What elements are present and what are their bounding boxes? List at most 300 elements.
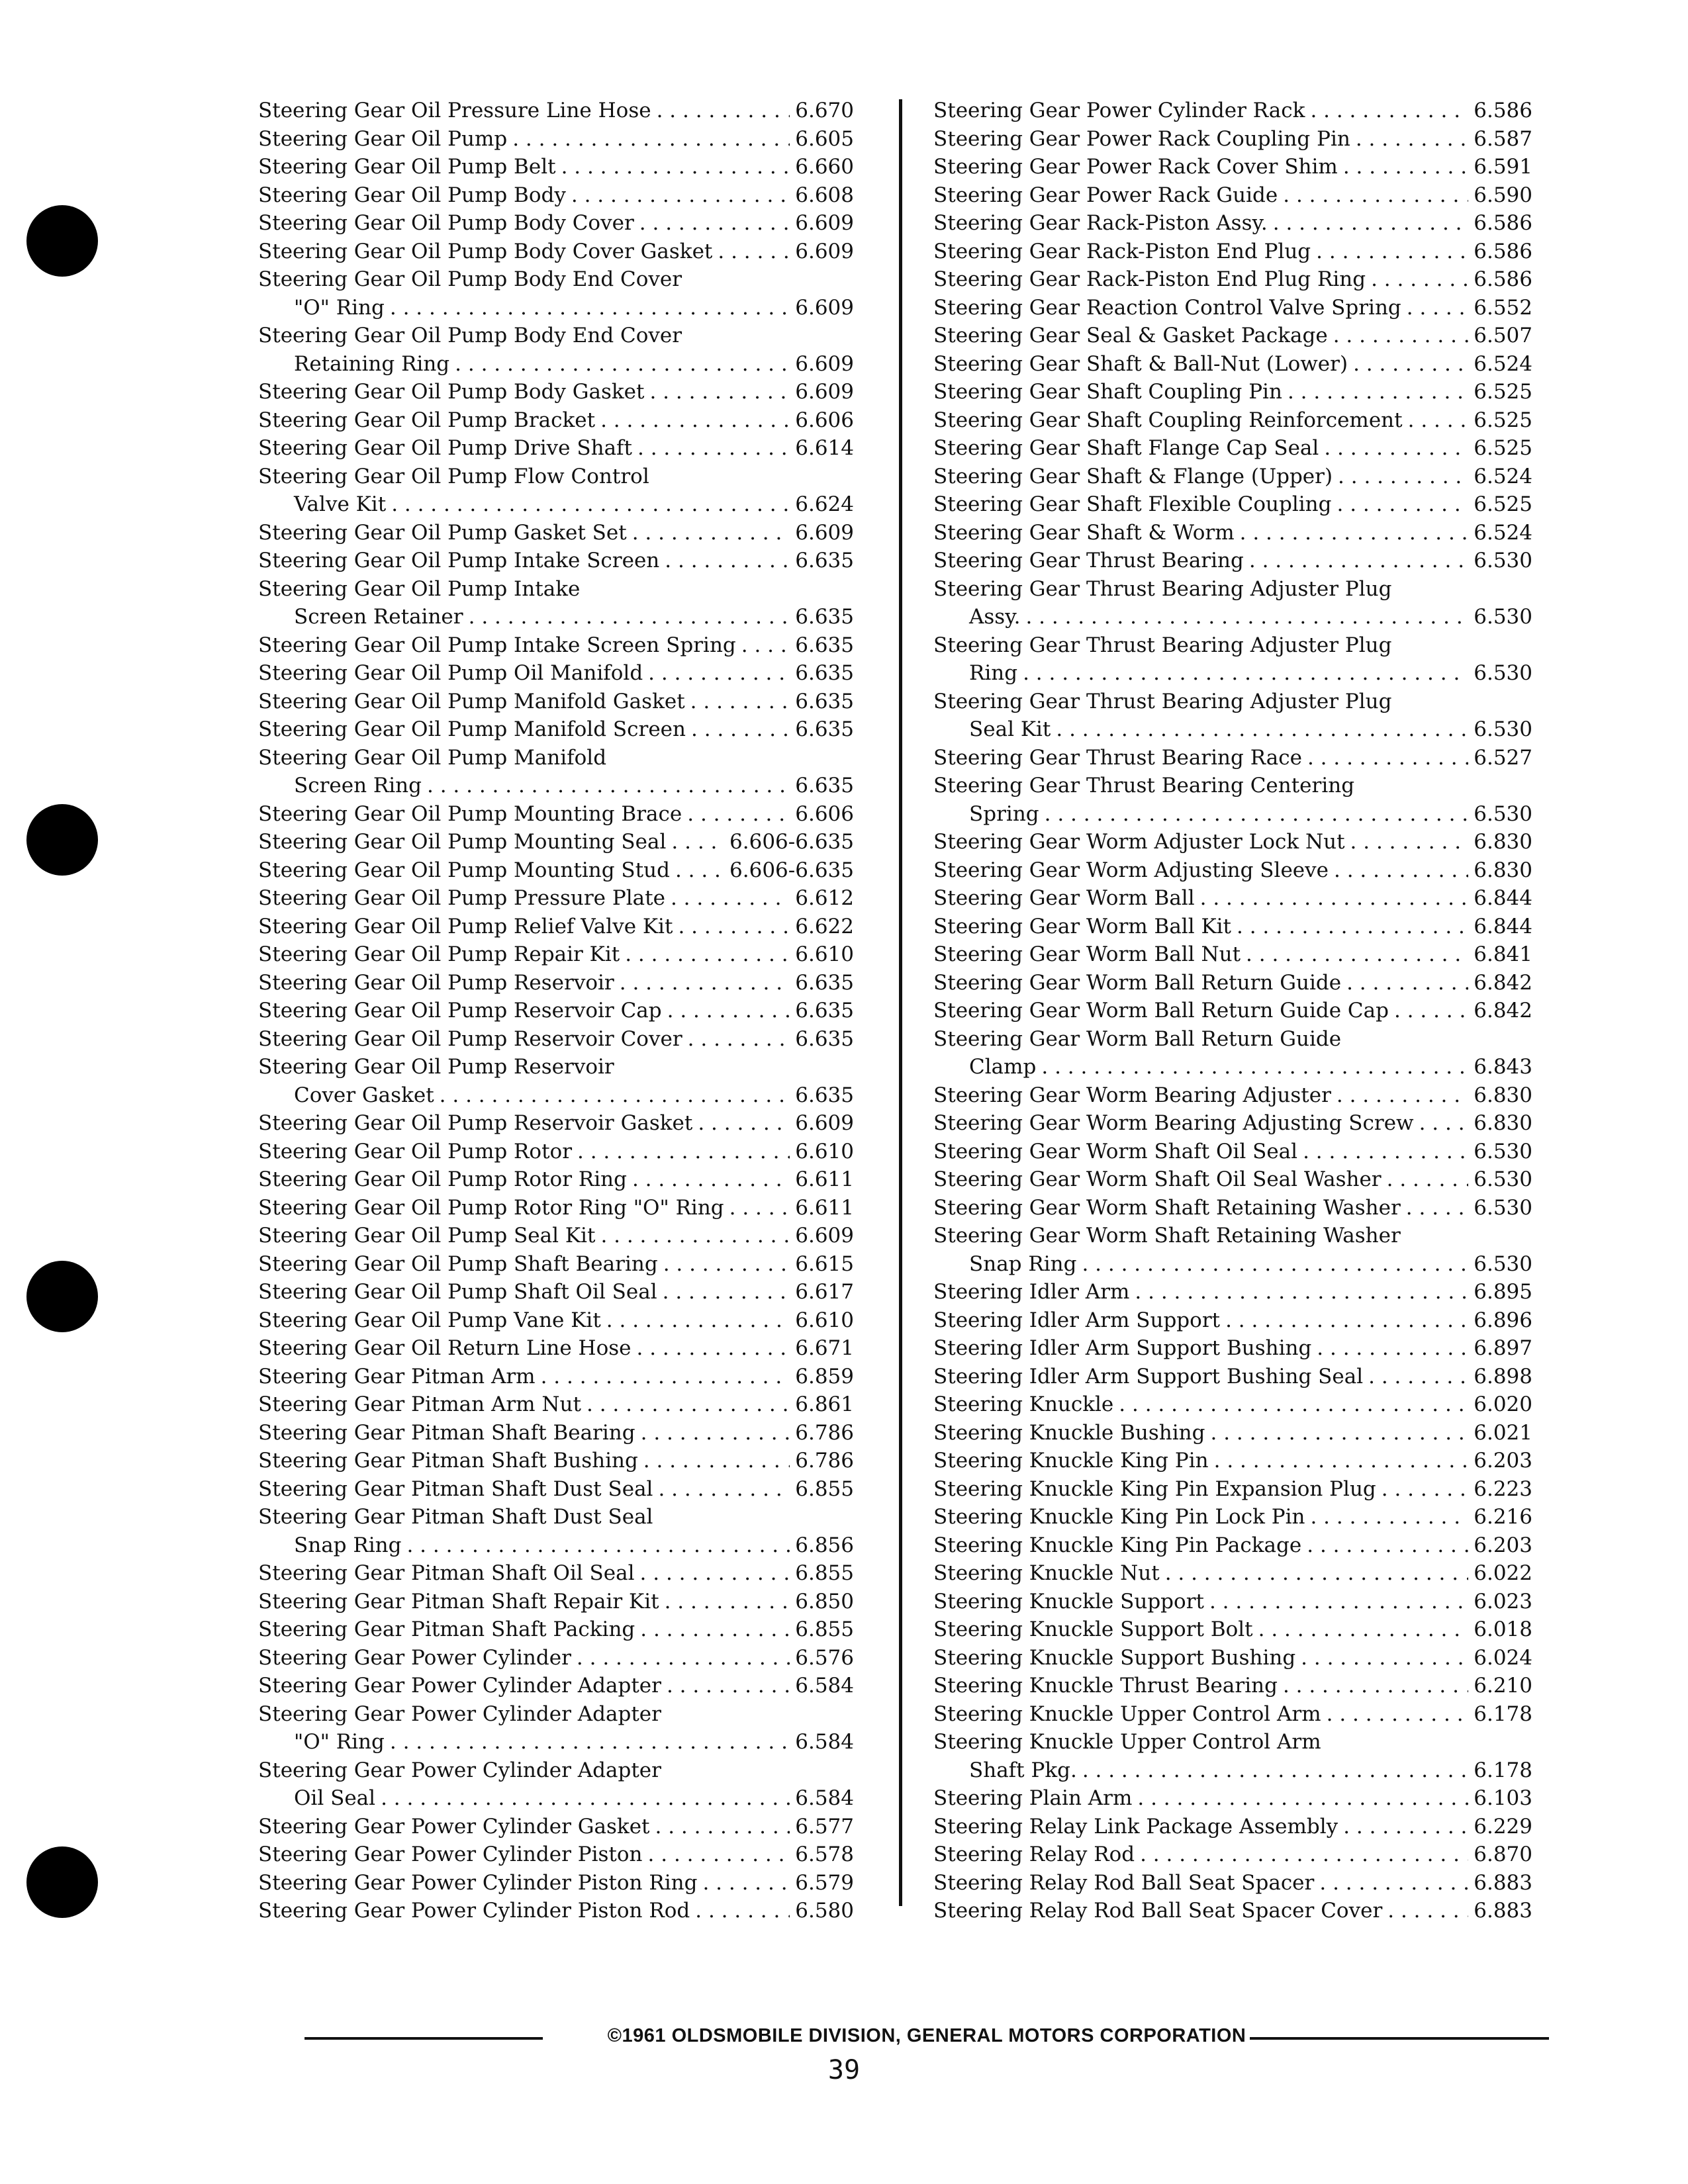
index-entry xyxy=(258,1278,854,1306)
dot-leader xyxy=(600,1222,790,1250)
index-entry xyxy=(933,800,1532,829)
entry-name: Steering Gear Power Cylinder Gasket xyxy=(258,1814,650,1839)
punch-hole xyxy=(26,205,98,277)
dot-leader xyxy=(690,688,790,716)
entry-page-ref: 6.578 xyxy=(795,1843,854,1866)
entry-name: Steering Gear Shaft Coupling Pin xyxy=(933,380,1282,404)
entry-page-ref: 6.587 xyxy=(1474,126,1532,151)
entry-page-ref: 6.524 xyxy=(1474,464,1532,488)
entry-page-ref: 6.203 xyxy=(1474,1533,1532,1557)
entry-page-ref: 6.576 xyxy=(795,1645,854,1670)
entry-name: Steering Gear Oil Pump Reservoir Cap xyxy=(258,999,662,1023)
entry-name: Steering Relay Link Package Assembly xyxy=(933,1814,1338,1839)
entry-name: Steering Gear Power Rack Coupling Pin xyxy=(933,126,1350,151)
entry-name: Steering Gear Oil Pump Manifold Gasket xyxy=(258,689,685,713)
entry-page-ref: 6.898 xyxy=(1474,1364,1532,1388)
dot-leader xyxy=(1336,1081,1468,1110)
entry-name: Steering Gear Oil Pump Manifold Screen xyxy=(258,717,686,741)
entry-page-ref: 6.635 xyxy=(795,633,854,657)
dot-leader xyxy=(1119,1390,1468,1419)
entry-page-ref: 6.216 xyxy=(1474,1505,1532,1529)
dot-leader xyxy=(663,1250,790,1279)
index-entry xyxy=(933,1194,1532,1222)
entry-name: Steering Gear Oil Pump Rotor Ring "O" Ring xyxy=(258,1195,724,1220)
dot-leader xyxy=(1407,294,1468,322)
entry-page-ref: 6.525 xyxy=(1474,408,1532,432)
entry-name: Steering Gear Rack-Piston End Plug Ring xyxy=(933,267,1366,291)
dot-leader xyxy=(665,1588,790,1616)
index-entry xyxy=(933,209,1532,238)
entry-page-ref: 6.021 xyxy=(1474,1420,1532,1445)
entry-page-ref: 6.870 xyxy=(1474,1843,1532,1866)
entry-name: Steering Gear Oil Pump Vane Kit xyxy=(258,1308,601,1332)
index-entry xyxy=(258,1138,854,1166)
entry-name: Steering Gear Oil Pump Mounting Brace xyxy=(258,801,682,826)
dot-leader xyxy=(667,997,790,1025)
dot-leader xyxy=(1356,125,1468,154)
entry-name: Steering Gear Oil Pump Reservoir xyxy=(258,1055,614,1079)
entry-name: Steering Gear Shaft Flange Cap Seal xyxy=(933,436,1319,460)
index-entry xyxy=(933,1644,1532,1672)
dot-leader xyxy=(1408,406,1469,435)
entry-name: Steering Relay Rod xyxy=(933,1843,1135,1866)
entry-page-ref: 6.606 xyxy=(795,801,854,826)
index-entry xyxy=(258,1363,854,1391)
entry-name: Steering Gear Oil Pump Shaft Oil Seal xyxy=(258,1280,657,1304)
index-entry xyxy=(933,688,1532,716)
index-entry xyxy=(258,181,854,210)
entry-page-ref: 6.855 xyxy=(795,1561,854,1585)
entry-name: Steering Gear Worm Ball Return Guide Cap xyxy=(933,999,1389,1023)
entry-name: Steering Gear Worm Ball Return Guide xyxy=(933,970,1342,995)
entry-name: Steering Gear Oil Pump Pressure Plate xyxy=(258,886,665,910)
index-entry xyxy=(933,1447,1532,1475)
entry-page-ref: 6.178 xyxy=(1474,1702,1532,1726)
index-entry xyxy=(933,1138,1532,1166)
entry-name: Steering Gear Shaft Coupling Reinforcement xyxy=(933,408,1403,432)
index-entry xyxy=(258,1053,854,1081)
entry-name: Steering Gear Pitman Shaft Dust Seal xyxy=(258,1505,653,1529)
index-entry xyxy=(258,125,854,154)
index-entry xyxy=(933,1109,1532,1138)
index-entry xyxy=(933,1813,1532,1841)
entry-name: Steering Knuckle Upper Control Arm xyxy=(933,1702,1321,1726)
dot-leader xyxy=(1371,265,1468,294)
index-entry xyxy=(933,1503,1532,1531)
entry-page-ref: 6.591 xyxy=(1474,155,1532,179)
index-entry xyxy=(258,1390,854,1419)
entry-name: Steering Gear Oil Pump Gasket Set xyxy=(258,520,627,545)
entry-name: Steering Gear Oil Pump Reservoir xyxy=(258,970,614,995)
entry-name: Steering Knuckle King Pin Expansion Plug xyxy=(933,1477,1376,1501)
dot-leader xyxy=(1200,884,1469,913)
entry-page-ref: 6.552 xyxy=(1474,295,1532,320)
dot-leader xyxy=(671,828,724,856)
entry-name: Steering Gear Oil Pump Bracket xyxy=(258,408,596,432)
dot-leader xyxy=(1135,1278,1468,1306)
entry-page-ref: 6.530 xyxy=(1474,1167,1532,1191)
index-entry xyxy=(258,1419,854,1447)
index-entry xyxy=(933,294,1532,322)
entry-page-ref: 6.624 xyxy=(795,492,854,516)
index-entry xyxy=(258,1813,854,1841)
dot-leader xyxy=(440,1081,790,1110)
dot-leader xyxy=(741,631,790,660)
index-entry xyxy=(258,1025,854,1054)
dot-leader xyxy=(632,1165,790,1194)
index-entry xyxy=(258,1841,854,1869)
entry-page-ref: 6.530 xyxy=(1474,549,1532,572)
entry-name: Steering Gear Oil Pump Reservoir Cover xyxy=(258,1026,682,1051)
entry-name: Steering Gear Pitman Shaft Oil Seal xyxy=(258,1561,635,1585)
index-entry xyxy=(933,1841,1532,1869)
entry-page-ref: 6.830 xyxy=(1474,858,1532,882)
dot-leader xyxy=(1343,1813,1468,1841)
entry-name: Steering Gear Power Cylinder Adapter xyxy=(258,1758,661,1782)
entry-page-ref: 6.606-6.635 xyxy=(729,830,854,854)
entry-page-ref: 6.844 xyxy=(1474,914,1532,938)
index-entry xyxy=(258,828,854,856)
entry-page-ref: 6.635 xyxy=(795,1026,854,1051)
entry-name: Steering Gear Power Cylinder Adapter xyxy=(258,1702,661,1726)
dot-leader xyxy=(1319,1869,1468,1897)
index-entry xyxy=(933,490,1532,519)
entry-page-ref: 6.895 xyxy=(1474,1280,1532,1304)
entry-name: Steering Gear Pitman Arm Nut xyxy=(258,1392,581,1416)
dot-leader xyxy=(691,715,790,744)
entry-page-ref: 6.614 xyxy=(795,436,854,460)
index-entry xyxy=(933,744,1532,772)
entry-name: Steering Gear Oil Pump Mounting Seal xyxy=(258,830,667,854)
index-entry xyxy=(933,1390,1532,1419)
entry-page-ref: 6.830 xyxy=(1474,1083,1532,1107)
entry-page-ref: 6.611 xyxy=(795,1167,854,1191)
dot-leader xyxy=(1225,1306,1468,1335)
entry-name: Steering Gear Oil Pump xyxy=(258,126,508,151)
column-divider xyxy=(899,99,902,1906)
index-entry xyxy=(258,969,854,997)
dot-leader xyxy=(1246,940,1468,969)
dot-leader xyxy=(1336,490,1468,519)
dot-leader xyxy=(606,1306,790,1335)
dot-leader xyxy=(1334,856,1468,885)
dot-leader xyxy=(1382,1475,1468,1504)
entry-page-ref: 6.229 xyxy=(1474,1814,1532,1839)
dot-leader xyxy=(1023,659,1468,688)
dot-leader xyxy=(1237,913,1468,941)
dot-leader xyxy=(1056,715,1468,744)
index-entry xyxy=(258,772,854,800)
index-entry xyxy=(933,659,1532,688)
entry-page-ref: 6.584 xyxy=(795,1674,854,1698)
index-entry xyxy=(933,828,1532,856)
index-entry xyxy=(933,1531,1532,1560)
entry-page-ref: 6.527 xyxy=(1474,745,1532,770)
dot-leader xyxy=(657,97,790,125)
entry-name: Steering Knuckle Bushing xyxy=(933,1420,1205,1445)
entry-name: Steering Gear Oil Return Line Hose xyxy=(258,1336,632,1360)
punch-hole xyxy=(26,1846,98,1918)
dot-leader xyxy=(643,1447,790,1475)
index-entry xyxy=(933,575,1532,604)
dot-leader xyxy=(1165,1559,1469,1588)
entry-page-ref: 6.530 xyxy=(1474,661,1532,685)
index-entry xyxy=(933,350,1532,379)
index-column-left xyxy=(258,97,854,1925)
entry-page-ref: 6.786 xyxy=(795,1449,854,1473)
dot-leader xyxy=(512,125,790,154)
entry-name: Steering Gear Power Cylinder xyxy=(258,1645,571,1670)
entry-page-ref: 6.635 xyxy=(795,549,854,572)
copyright-notice: ©1961 OLDSMOBILE DIVISION, GENERAL MOTORS CORPORATION xyxy=(604,2025,1250,2046)
dot-leader xyxy=(718,238,790,266)
entry-page-ref: 6.203 xyxy=(1474,1449,1532,1473)
entry-name: Snap Ring xyxy=(969,1251,1077,1276)
dot-leader xyxy=(1301,1644,1468,1672)
dot-leader xyxy=(1137,1784,1468,1813)
entry-name: Steering Relay Rod Ball Seat Spacer Cover xyxy=(933,1899,1383,1923)
dot-leader xyxy=(406,1531,790,1560)
entry-page-ref: 6.210 xyxy=(1474,1674,1532,1698)
entry-page-ref: 6.530 xyxy=(1474,605,1532,629)
entry-page-ref: 6.896 xyxy=(1474,1308,1532,1332)
entry-page-ref: 6.608 xyxy=(795,183,854,207)
entry-name: Steering Gear Power Rack Cover Shim xyxy=(933,155,1338,179)
index-entry xyxy=(258,238,854,266)
entry-name: Steering Gear Worm Bearing Adjuster xyxy=(933,1083,1331,1107)
index-entry xyxy=(933,1250,1532,1279)
entry-name: Steering Gear Oil Pump Relief Valve Kit xyxy=(258,914,673,938)
entry-page-ref: 6.635 xyxy=(795,717,854,741)
entry-name: Steering Gear Power Cylinder Adapter xyxy=(258,1674,661,1698)
index-entry xyxy=(933,1756,1532,1785)
entry-page-ref: 6.178 xyxy=(1474,1758,1532,1782)
dot-leader xyxy=(1025,603,1468,631)
index-entry xyxy=(258,490,854,519)
index-entry xyxy=(933,1419,1532,1447)
dot-leader xyxy=(427,772,790,800)
dot-leader xyxy=(1307,1531,1468,1560)
index-entry xyxy=(258,265,854,294)
index-entry xyxy=(258,1109,854,1138)
entry-name: Steering Gear Oil Pump Reservoir Gasket xyxy=(258,1111,693,1135)
entry-name: Steering Gear Oil Pump Body Cover xyxy=(258,211,634,235)
entry-page-ref: 6.020 xyxy=(1474,1392,1532,1416)
entry-name: Screen Ring xyxy=(294,774,422,797)
index-entry xyxy=(933,434,1532,463)
entry-page-ref: 6.622 xyxy=(795,914,854,938)
entry-name: Steering Relay Rod Ball Seat Spacer xyxy=(933,1870,1315,1895)
entry-name: Steering Gear Oil Pump Seal Kit xyxy=(258,1224,596,1248)
index-entry xyxy=(258,1559,854,1588)
dot-leader xyxy=(695,1897,790,1925)
entry-name: Steering Knuckle Support Bolt xyxy=(933,1617,1253,1641)
index-entry xyxy=(258,1728,854,1756)
index-entry xyxy=(258,1615,854,1644)
index-entry xyxy=(933,125,1532,154)
index-entry xyxy=(258,1194,854,1222)
entry-name: Steering Idler Arm Support xyxy=(933,1308,1221,1332)
entry-name: "O" Ring xyxy=(294,1730,385,1754)
dot-leader xyxy=(1082,1250,1468,1279)
entry-name: Steering Gear Power Rack Guide xyxy=(933,183,1278,207)
entry-page-ref: 6.855 xyxy=(795,1477,854,1501)
index-entry xyxy=(933,378,1532,406)
index-entry xyxy=(258,1897,854,1925)
entry-name: Steering Gear Worm Shaft Oil Seal Washer xyxy=(933,1167,1382,1191)
entry-name: Steering Gear Reaction Control Valve Spring xyxy=(933,295,1401,320)
entry-name: Steering Gear Oil Pump Body End Cover xyxy=(258,324,682,347)
dot-leader xyxy=(455,350,790,379)
index-entry xyxy=(933,153,1532,181)
dot-leader xyxy=(1041,1053,1468,1081)
dot-leader xyxy=(391,490,790,519)
entry-page-ref: 6.897 xyxy=(1474,1336,1532,1360)
dot-leader xyxy=(648,659,790,688)
entry-name: Steering Gear Worm Shaft Oil Seal xyxy=(933,1139,1298,1163)
entry-name: Valve Kit xyxy=(294,492,387,516)
entry-page-ref: 6.611 xyxy=(795,1195,854,1220)
dot-leader xyxy=(1210,1419,1468,1447)
entry-name: Steering Gear Oil Pressure Line Hose xyxy=(258,99,651,122)
entry-name: Steering Gear Rack-Piston End Plug xyxy=(933,239,1311,263)
dot-leader xyxy=(1317,1334,1468,1363)
entry-page-ref: 6.609 xyxy=(795,295,854,320)
dot-leader xyxy=(1343,153,1468,181)
dot-leader xyxy=(1214,1447,1469,1475)
entry-name: Steering Gear Pitman Arm xyxy=(258,1364,536,1388)
index-entry xyxy=(258,997,854,1025)
index-entry xyxy=(258,1644,854,1672)
entry-page-ref: 6.850 xyxy=(795,1589,854,1614)
dot-leader xyxy=(671,884,790,913)
entry-name: Steering Gear Worm Adjuster Lock Nut xyxy=(933,830,1345,854)
index-entry xyxy=(258,1334,854,1363)
index-entry xyxy=(258,1165,854,1194)
dot-leader xyxy=(1288,378,1468,406)
entry-name: Steering Gear Oil Pump Intake xyxy=(258,576,581,601)
dot-leader xyxy=(649,378,790,406)
entry-page-ref: 6.635 xyxy=(795,689,854,713)
index-entry xyxy=(933,97,1532,125)
index-entry xyxy=(933,1165,1532,1194)
dot-leader xyxy=(687,800,790,829)
entry-name: Steering Gear Pitman Shaft Bearing xyxy=(258,1420,635,1445)
index-entry xyxy=(258,1081,854,1110)
entry-name: Steering Gear Thrust Bearing xyxy=(933,549,1244,572)
dot-leader xyxy=(1316,238,1468,266)
entry-page-ref: 6.103 xyxy=(1474,1786,1532,1810)
index-entry xyxy=(933,1672,1532,1700)
index-entry xyxy=(933,1025,1532,1054)
entry-page-ref: 6.223 xyxy=(1474,1477,1532,1501)
entry-name: Steering Plain Arm xyxy=(933,1786,1133,1810)
entry-name: Steering Gear Oil Pump Intake Screen xyxy=(258,549,660,572)
index-entry xyxy=(258,940,854,969)
entry-page-ref: 6.841 xyxy=(1474,942,1532,966)
index-entry xyxy=(933,856,1532,885)
index-entry xyxy=(258,884,854,913)
entry-page-ref: 6.524 xyxy=(1474,351,1532,376)
index-entry xyxy=(258,322,854,350)
index-entry xyxy=(933,547,1532,575)
entry-name: Steering Gear Oil Pump Repair Kit xyxy=(258,942,620,966)
entry-name: Steering Gear Oil Pump Body xyxy=(258,183,566,207)
entry-page-ref: 6.855 xyxy=(795,1617,854,1641)
index-entry xyxy=(933,1700,1532,1729)
entry-page-ref: 6.586 xyxy=(1474,211,1532,235)
entry-name: Steering Gear Seal & Gasket Package xyxy=(933,324,1328,347)
index-entry xyxy=(258,631,854,660)
index-entry xyxy=(258,1869,854,1897)
index-entry xyxy=(258,519,854,547)
dot-leader xyxy=(1338,463,1468,491)
entry-name: Steering Gear Thrust Bearing Adjuster Plug xyxy=(933,689,1392,713)
dot-leader xyxy=(637,1334,790,1363)
index-entry xyxy=(258,715,854,744)
index-entry xyxy=(258,1250,854,1279)
entry-page-ref: 6.605 xyxy=(795,126,854,151)
entry-page-ref: 6.842 xyxy=(1474,970,1532,995)
index-entry xyxy=(933,1334,1532,1363)
index-entry xyxy=(258,209,854,238)
index-entry xyxy=(258,659,854,688)
entry-page-ref: 6.590 xyxy=(1474,183,1532,207)
entry-name: Steering Knuckle King Pin Package xyxy=(933,1533,1302,1557)
entry-name: Steering Gear Shaft & Flange (Upper) xyxy=(933,464,1333,488)
index-entry xyxy=(258,1588,854,1616)
entry-name: Steering Knuckle Support xyxy=(933,1589,1204,1614)
entry-name: Steering Gear Pitman Shaft Dust Seal xyxy=(258,1477,653,1501)
dot-leader xyxy=(663,1278,790,1306)
index-entry xyxy=(258,1503,854,1531)
dot-leader xyxy=(675,856,724,885)
entry-name: Steering Gear Thrust Bearing Adjuster Plug xyxy=(933,576,1392,601)
index-entry xyxy=(933,884,1532,913)
index-entry xyxy=(258,406,854,435)
dot-leader xyxy=(1327,1700,1469,1729)
index-entry xyxy=(258,1475,854,1504)
dot-leader xyxy=(1249,547,1468,575)
punch-hole xyxy=(26,804,98,876)
entry-page-ref: 6.843 xyxy=(1474,1055,1532,1079)
dot-leader xyxy=(1307,744,1468,772)
dot-leader xyxy=(390,1728,790,1756)
entry-page-ref: 6.856 xyxy=(795,1533,854,1557)
entry-name: Steering Gear Oil Pump Drive Shaft xyxy=(258,436,632,460)
index-entry xyxy=(933,463,1532,491)
index-entry xyxy=(933,1897,1532,1925)
entry-page-ref: 6.609 xyxy=(795,380,854,404)
index-entry xyxy=(933,1278,1532,1306)
entry-name: Steering Gear Oil Pump Body End Cover xyxy=(258,267,682,291)
entry-page-ref: 6.786 xyxy=(795,1420,854,1445)
index-column-right xyxy=(933,97,1532,1925)
index-entry xyxy=(933,603,1532,631)
entry-page-ref: 6.525 xyxy=(1474,436,1532,460)
dot-leader xyxy=(1394,997,1468,1025)
entry-page-ref: 6.635 xyxy=(795,661,854,685)
entry-page-ref: 6.883 xyxy=(1474,1899,1532,1923)
entry-page-ref: 6.617 xyxy=(795,1280,854,1304)
index-entry xyxy=(258,97,854,125)
entry-name: Steering Gear Thrust Bearing Adjuster Plug xyxy=(933,633,1392,657)
dot-leader xyxy=(620,969,790,997)
dot-leader xyxy=(655,1813,790,1841)
dot-leader xyxy=(561,153,790,181)
dot-leader xyxy=(1387,1897,1468,1925)
entry-name: Steering Gear Power Cylinder Piston Ring xyxy=(258,1870,698,1895)
